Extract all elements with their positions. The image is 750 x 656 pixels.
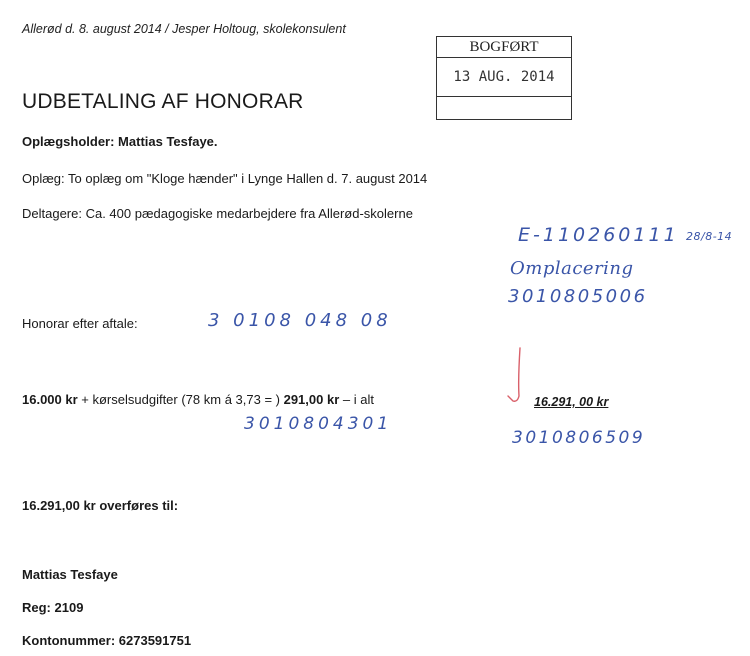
participants-line: Deltagere: Ca. 400 pædagogiske medarbejdere fra Allerød-skolerne (22, 206, 413, 221)
account-number: Kontonummer: 6273591751 (22, 633, 192, 648)
amount-mileage: 291,00 kr (283, 392, 340, 407)
stamp-label: BOGFØRT (437, 37, 571, 58)
fee-label: Honorar efter aftale: (22, 316, 138, 331)
amount-mileage-text: + kørselsudgifter (78 km á 3,73 = ) (77, 392, 284, 407)
amount-total-text: – i alt (339, 392, 374, 407)
registration-number: Reg: 2109 (22, 600, 84, 615)
document-meta: Allerød d. 8. august 2014 / Jesper Holtoug, skolekonsulent (22, 22, 346, 36)
presenter-line: Oplægsholder: Mattias Tesfaye. (22, 134, 218, 149)
handwritten-reassignment-label: Omplacering (510, 258, 634, 279)
amount-line (22, 392, 374, 407)
page-title: UDBETALING AF HONORAR (22, 90, 304, 113)
handwritten-e-number: E-110260111 (518, 224, 679, 246)
talk-line: Oplæg: To oplæg om "Kloge hænder" i Lynge Hallen d. 7. august 2014 (22, 171, 428, 186)
recipient-name: Mattias Tesfaye (22, 567, 118, 582)
total-amount: 16.291, 00 kr (534, 395, 609, 409)
handwritten-mileage-account: 3010804301 (244, 414, 393, 434)
handwritten-fee-account: 3 0108 048 08 (208, 310, 392, 331)
handwritten-total-account: 3010806509 (512, 428, 646, 448)
red-check-mark (500, 346, 530, 408)
transfer-line: 16.291,00 kr overføres til: (22, 498, 179, 513)
handwritten-e-date: 28/8-14 (686, 230, 733, 243)
amount-fee: 16.000 kr (22, 392, 78, 407)
stamp-date: 13 AUG. 2014 (437, 58, 571, 97)
booked-stamp (436, 36, 572, 120)
handwritten-reassignment-account: 3010805006 (508, 286, 648, 307)
